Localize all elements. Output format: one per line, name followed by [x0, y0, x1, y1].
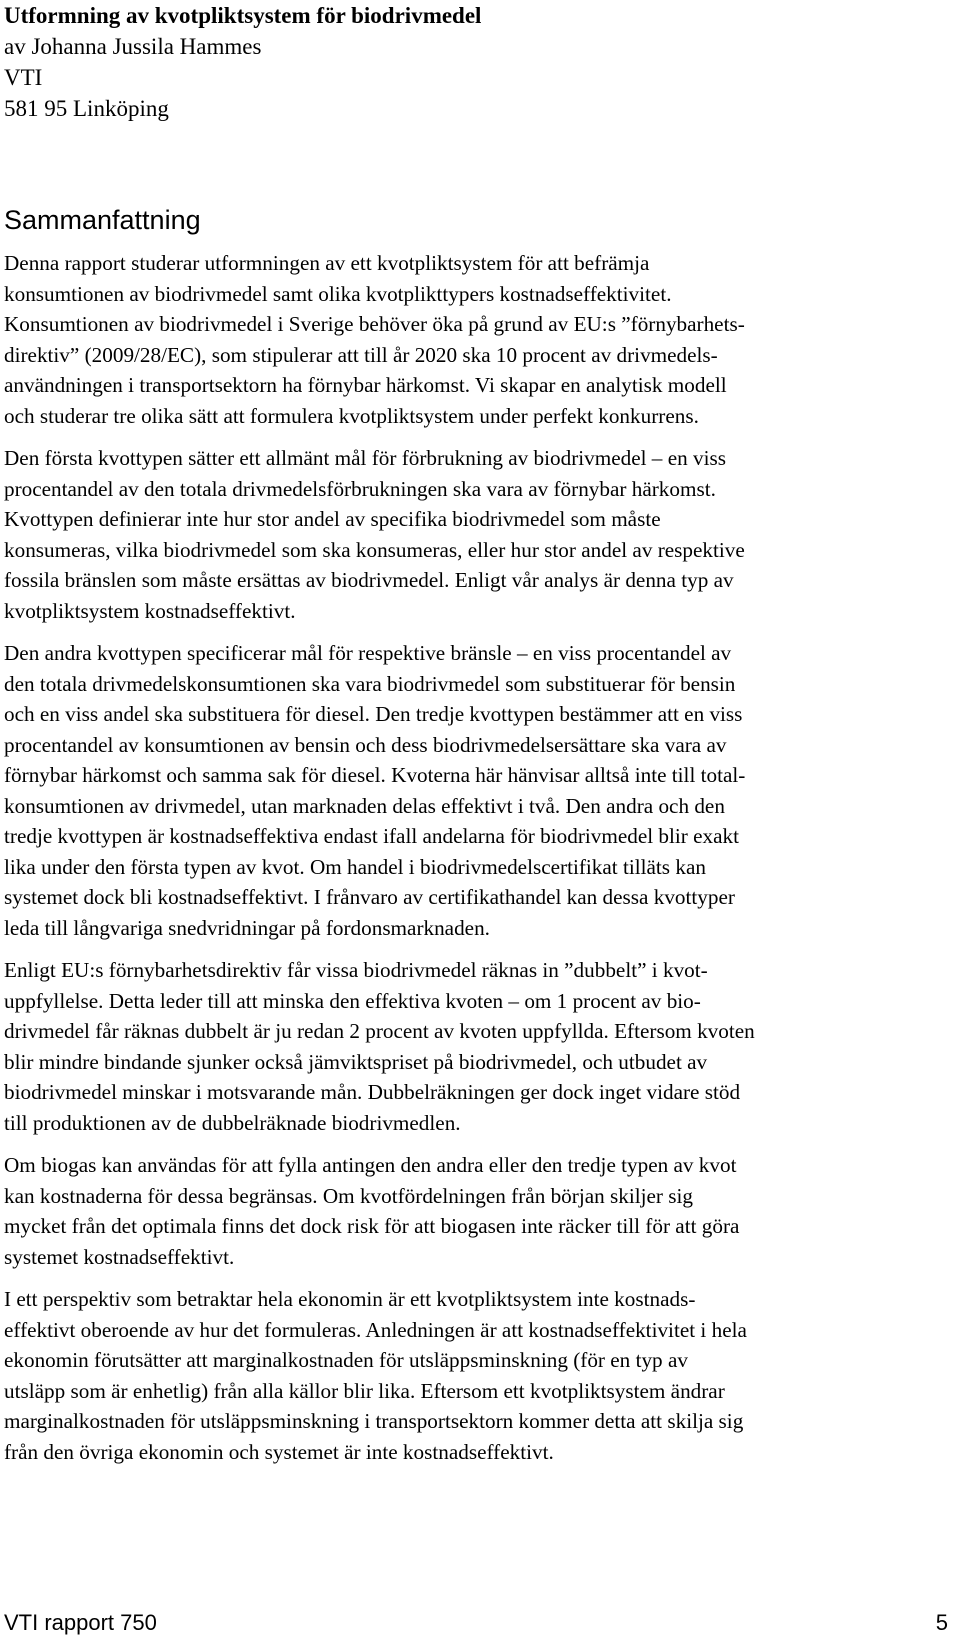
paragraph-line: uppfyllelse. Detta leder till att minska den effektiva kvoten – om 1 procent av bio- — [4, 988, 701, 1013]
document-author: av Johanna Jussila Hammes — [4, 34, 262, 59]
section-heading: Sammanfattning — [4, 205, 201, 235]
paragraph-line: biodrivmedel minskar i motsvarande mån. Dubbelräkningen ger dock inget vidare stöd — [4, 1080, 741, 1104]
paragraph-line: marginalkostnaden för utsläppsminskning i transportsektorn kommer detta att skilja sig — [4, 1409, 744, 1433]
paragraph-line: Den andra kvottypen specificerar mål för respektive bränsle – en viss procentandel av — [4, 641, 732, 665]
document-organization: VTI — [4, 65, 43, 90]
document-title: Utformning av kvotpliktsystem för biodrivmedel — [4, 3, 482, 28]
paragraph-line: konsumeras, vilka biodrivmedel som ska konsumeras, eller hur stor andel av respektive — [4, 537, 745, 562]
paragraph-line: till produktionen av de dubbelräknade biodrivmedlen. — [4, 1110, 461, 1135]
paragraph-line: utsläpp som är enhetlig) från alla källor blir lika. Eftersom ett kvotpliktsystem ändrar — [4, 1378, 725, 1403]
paragraph-line: och studerar tre olika sätt att formulera kvotpliktsystem under perfekt konkurrens. — [4, 403, 699, 428]
paragraph-line: lika under den första typen av kvot. Om handel i biodrivmedelscertifikat tilläts kan — [4, 854, 706, 879]
paragraph-line: Denna rapport studerar utformningen av ett kvotpliktsystem för att befrämja — [4, 251, 650, 275]
paragraph-line: mycket från det optimala finns det dock risk för att biogasen inte räcker till för att göra — [4, 1214, 740, 1238]
paragraph-line: procentandel av konsumtionen av bensin och dess biodrivmedelsersättare ska vara av — [4, 732, 727, 757]
paragraph — [4, 638, 948, 943]
paragraph-line: systemet kostnadseffektivt. — [4, 1244, 235, 1269]
paragraph-line: Kvottypen definierar inte hur stor andel av specifika biodrivmedel som måste — [4, 507, 661, 531]
paragraph-line: konsumtionen av biodrivmedel samt olika kvotplikttypers kostnadseffektivitet. — [4, 281, 672, 306]
summary-body — [4, 248, 948, 1479]
paragraph — [4, 443, 948, 626]
document-address: 581 95 Linköping — [4, 96, 169, 121]
paragraph-line: drivmedel får räknas dubbelt är ju redan 2 procent av kvoten uppfyllda. Eftersom kvoten — [4, 1019, 755, 1043]
paragraph-line: förnybar härkomst och samma sak för diesel. Kvoterna här hänvisar alltså inte till total- — [4, 763, 746, 787]
paragraph-line: leda till långvariga snedvridningar på fordonsmarknaden. — [4, 915, 490, 940]
footer-page-number: 5 — [935, 1610, 948, 1635]
paragraph — [4, 1150, 948, 1272]
paragraph-line: fossila bränslen som måste ersättas av biodrivmedel. Enligt vår analys är denna typ av — [4, 568, 734, 592]
paragraph-line: blir mindre bindande sjunker också jämviktspriset på biodrivmedel, och utbudet av — [4, 1049, 708, 1074]
paragraph-line: Konsumtionen av biodrivmedel i Sverige behöver öka på grund av EU:s ”förnybarhets- — [4, 312, 745, 336]
paragraph-line: direktiv” (2009/28/EC), som stipulerar att till år 2020 ska 10 procent av drivmedels- — [4, 342, 718, 367]
paragraph-line: och en viss andel ska substituera för diesel. Den tredje kvottypen bestämmer att en viss — [4, 702, 743, 726]
paragraph-line: Den första kvottypen sätter ett allmänt mål för förbrukning av biodrivmedel – en viss — [4, 446, 726, 470]
paragraph-line: från den övriga ekonomin och systemet är inte kostnadseffektivt. — [4, 1439, 554, 1464]
paragraph — [4, 248, 948, 431]
paragraph — [4, 1284, 948, 1467]
paragraph-line: ekonomin förutsätter att marginalkostnaden för utsläppsminskning (för en typ av — [4, 1348, 688, 1372]
paragraph-line: användningen i transportsektorn ha förnybar härkomst. Vi skapar en analytisk modell — [4, 373, 727, 397]
paragraph-line: kvotpliktsystem kostnadseffektivt. — [4, 598, 296, 623]
paragraph-line: effektivt oberoende av hur det formuleras. Anledningen är att kostnadseffektivitet i hela — [4, 1317, 747, 1342]
paragraph-line: procentandel av den totala drivmedelsförbrukningen ska vara av förnybar härkomst. — [4, 476, 716, 501]
paragraph-line: tredje kvottypen är kostnadseffektiva endast ifall andelarna för biodrivmedel blir exakt — [4, 824, 740, 848]
footer-report-name: VTI rapport 750 — [4, 1610, 157, 1635]
paragraph-line: I ett perspektiv som betraktar hela ekonomin är ett kvotpliktsystem inte kostnads- — [4, 1287, 696, 1311]
paragraph-line: kan kostnaderna för dessa begränsas. Om kvotfördelningen från början skiljer sig — [4, 1183, 693, 1208]
paragraph-line: Om biogas kan användas för att fylla antingen den andra eller den tredje typen av kvot — [4, 1153, 737, 1177]
document-header — [4, 0, 944, 124]
paragraph-line: den totala drivmedelskonsumtionen ska vara biodrivmedel som substituerar för bensin — [4, 671, 736, 696]
paragraph — [4, 955, 948, 1138]
paragraph-line: Enligt EU:s förnybarhetsdirektiv får vissa biodrivmedel räknas in ”dubbelt” i kvot- — [4, 958, 708, 982]
paragraph-line: konsumtionen av drivmedel, utan marknaden delas effektivt i två. Den andra och den — [4, 793, 725, 818]
paragraph-line: systemet dock bli kostnadseffektivt. I frånvaro av certifikathandel kan dessa kvottyper — [4, 885, 735, 909]
